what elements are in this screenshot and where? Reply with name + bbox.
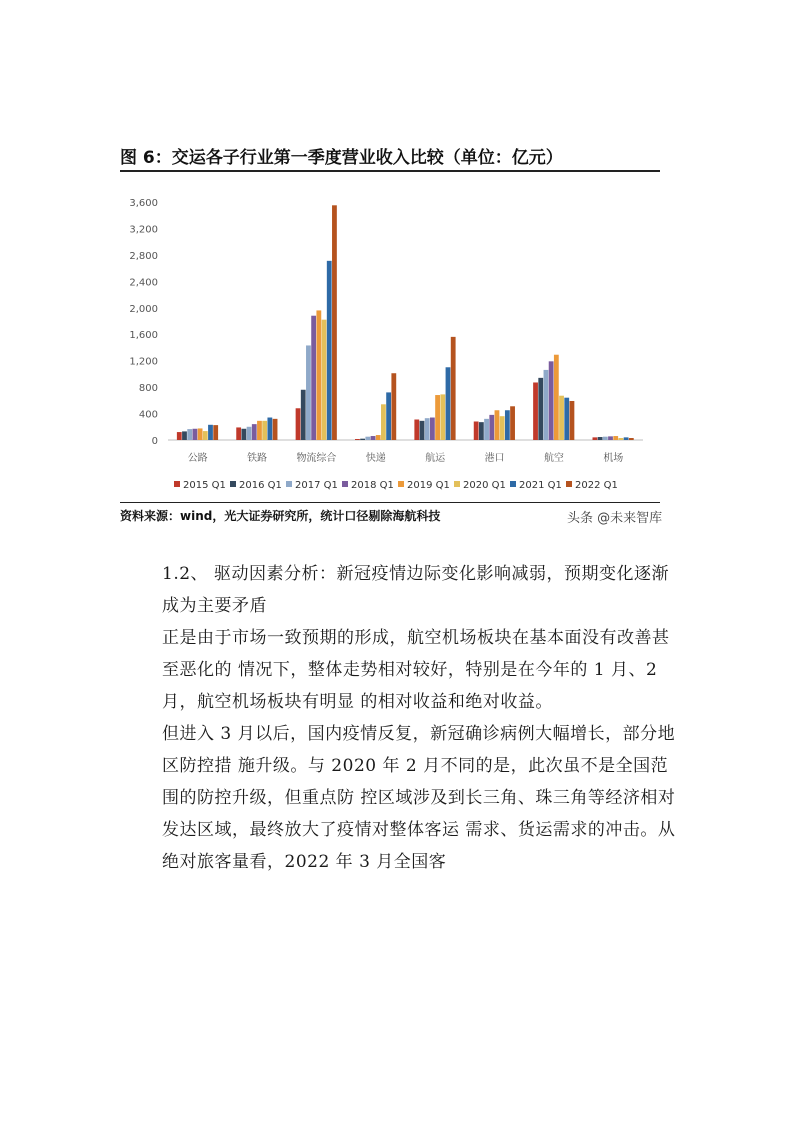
- bar: [505, 410, 510, 440]
- bar: [262, 421, 267, 440]
- x-axis: [188, 451, 624, 464]
- bar: [420, 421, 425, 440]
- bar: [241, 429, 246, 440]
- y-tick-label: 3,200: [129, 224, 158, 236]
- figure-bottom-rule: [120, 502, 660, 503]
- bar: [306, 345, 311, 440]
- bar: [440, 394, 445, 440]
- watermark: 头条 @未来智库: [567, 511, 663, 526]
- bar: [414, 420, 419, 440]
- y-tick-label: 2,400: [129, 277, 158, 289]
- y-tick-label: 1,200: [129, 356, 158, 368]
- bar: [208, 425, 213, 440]
- legend-swatch: [398, 481, 404, 487]
- bar: [479, 422, 484, 440]
- bar: [360, 439, 365, 440]
- x-tick-label: 物流综合: [296, 453, 337, 464]
- bar: [203, 431, 208, 440]
- bar: [549, 361, 554, 440]
- bar: [544, 370, 549, 440]
- bar: [182, 431, 187, 440]
- y-tick-label: 1,600: [129, 330, 158, 342]
- x-tick-label: 快递: [365, 453, 386, 464]
- legend-swatch: [510, 481, 516, 487]
- bar: [425, 418, 430, 440]
- legend-swatch: [566, 481, 572, 487]
- bar: [554, 355, 559, 440]
- bar: [608, 436, 613, 440]
- bar: [322, 320, 327, 440]
- x-tick-label: 航空: [543, 453, 564, 464]
- legend-label: 2015 Q1: [183, 480, 226, 491]
- body-text: [118, 558, 683, 878]
- bar: [236, 427, 241, 440]
- x-tick-label: 航运: [425, 453, 446, 464]
- paragraph: 但进入 3 月以后，国内疫情反复，新冠确诊病例大幅增长，部分地区防控措 施升级。与 2020 年 2 月不同的是，此次虽不是全国范围的防控升级，但重点防 控区域涉及到长三角、珠三角等经济相对发达区域，最终放大了疫情对整体客运 需求、货运需求的冲击。从绝对旅客量看，2022 年 3 月全国客: [162, 724, 676, 872]
- x-tick-label: 机场: [603, 453, 624, 464]
- bar: [311, 316, 316, 440]
- bar: [365, 437, 370, 440]
- figure-top-rule: [120, 170, 660, 172]
- legend-label: 2018 Q1: [351, 480, 394, 491]
- legend-label: 2017 Q1: [295, 480, 338, 491]
- bar: [332, 205, 337, 440]
- bar: [376, 435, 381, 440]
- bar: [327, 261, 332, 440]
- y-tick-label: 800: [138, 383, 158, 395]
- x-tick-label: 铁路: [247, 453, 268, 464]
- bar: [446, 367, 451, 440]
- bar: [355, 439, 360, 440]
- bar: [629, 438, 634, 440]
- bar: [510, 406, 515, 440]
- x-tick-label: 港口: [484, 453, 505, 464]
- bar: [252, 424, 257, 440]
- legend-swatch: [342, 481, 348, 487]
- bar: [570, 401, 575, 440]
- legend-swatch: [454, 481, 460, 487]
- bar: [381, 404, 386, 440]
- source-note: 资料来源：wind，光大证券研究所，统计口径剔除海航科技: [120, 509, 441, 523]
- y-tick-label: 400: [138, 409, 158, 421]
- bar: [495, 410, 500, 440]
- bar: [177, 432, 182, 440]
- bar: [484, 419, 489, 440]
- bar: [598, 437, 603, 440]
- bar: [624, 437, 629, 440]
- bar: [430, 418, 435, 440]
- bar: [619, 438, 624, 440]
- bar: [435, 395, 440, 440]
- bar: [603, 437, 608, 440]
- paragraph: 正是由于市场一致预期的形成，航空机场板块在基本面没有改善甚至恶化的 情况下，整体走势相对较好，特别是在今年的 1 月、2 月，航空机场板块有明显 的相对收益和绝对收益。: [162, 628, 670, 712]
- y-tick-label: 0: [151, 436, 158, 447]
- figure-title: 图 6：交运各子行业第一季度营业收入比较（单位：亿元）: [120, 148, 563, 168]
- bar: [213, 425, 218, 440]
- bar: [489, 415, 494, 440]
- bars: [177, 205, 634, 440]
- bar: [386, 392, 391, 440]
- legend-label: 2016 Q1: [239, 480, 282, 491]
- bar: [247, 427, 252, 440]
- bar: [564, 398, 569, 440]
- bar: [273, 419, 278, 440]
- legend-label: 2021 Q1: [519, 480, 562, 491]
- bar: [301, 390, 306, 440]
- legend-label: 2019 Q1: [407, 480, 450, 491]
- bar: [187, 429, 192, 440]
- bar: [192, 429, 197, 440]
- bar: [267, 418, 272, 440]
- legend-swatch: [230, 481, 236, 487]
- bar: [451, 337, 456, 440]
- legend-swatch: [174, 481, 180, 487]
- bar: [316, 310, 321, 440]
- bar: [613, 436, 618, 440]
- bar: [500, 416, 505, 440]
- legend: [174, 480, 618, 491]
- legend-label: 2020 Q1: [463, 480, 506, 491]
- bar: [198, 428, 203, 440]
- y-tick-label: 2,800: [129, 250, 158, 262]
- section-heading: 1.2、 驱动因素分析：新冠疫情边际变化影响减弱，预期变化逐渐成为主要矛盾: [162, 564, 669, 616]
- bar: [391, 373, 396, 440]
- y-tick-label: 2,000: [129, 303, 158, 315]
- bar: [559, 396, 564, 440]
- bar: [257, 421, 262, 440]
- bar: [296, 408, 301, 440]
- bar: [474, 421, 479, 440]
- bar: [533, 382, 538, 440]
- legend-label: 2022 Q1: [575, 480, 618, 491]
- bar: [593, 437, 598, 440]
- x-tick-label: 公路: [187, 453, 208, 464]
- bar: [538, 378, 543, 440]
- bar: [371, 436, 376, 440]
- revenue-bar-chart: [120, 185, 660, 500]
- legend-swatch: [286, 481, 292, 487]
- y-tick-label: 3,600: [129, 198, 158, 209]
